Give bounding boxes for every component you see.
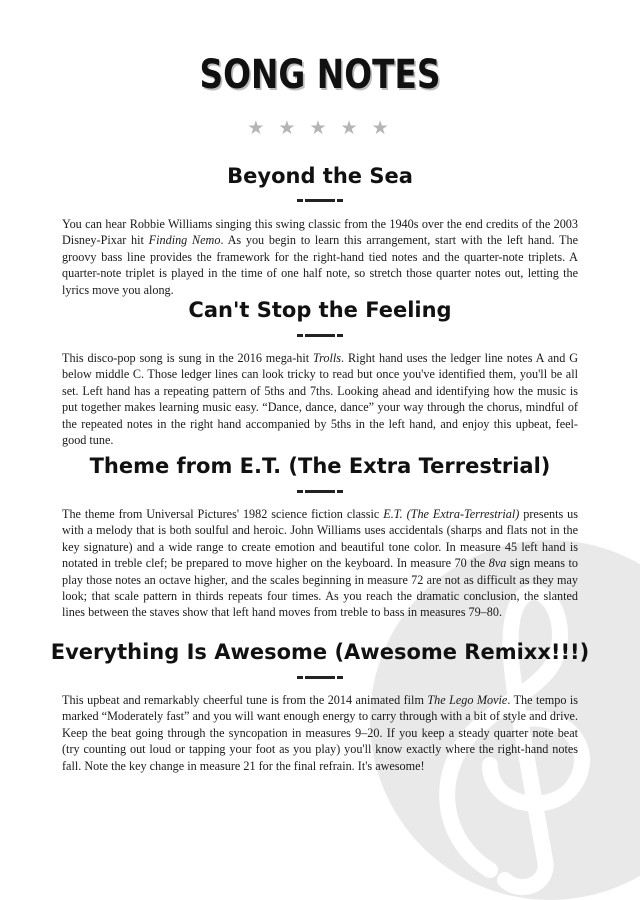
- film-title: Finding Nemo: [148, 233, 221, 248]
- body-text: This disco-pop song is sung in the 2016 mega-hit: [62, 351, 314, 365]
- section-body-everything-is-awesome: [62, 692, 578, 774]
- body-text: . As you begin to learn this arrangement, start with the left hand. The groovy bass line provides the framework for the right-hand tied notes and the quarter-note triplets. A quarter-note triplet is played in the time of one half note, so stretch those quarter notes out, letting the lyrics move you along.: [62, 233, 579, 297]
- section-divider: [291, 489, 349, 493]
- section-title-everything-is-awesome: Everything Is Awesome (Awesome Remixx!!!): [50, 640, 590, 664]
- star-rating-icon: ★ ★ ★ ★ ★: [247, 117, 393, 139]
- section-title-theme-from-et: Theme from E.T. (The Extra Terrestrial): [89, 454, 551, 478]
- section-body-beyond-the-sea: [62, 216, 578, 298]
- body-text: This upbeat and remarkably cheerful tune is from the 2014 animated film: [62, 693, 428, 707]
- body-text: . Right hand uses the ledger line notes A and G below middle C. Those ledger lines can look tricky to read but once you've identified them, you'll be all set. Left hand has a repeating pattern of 5ths and 7ths. Looking ahead and identifying how the music is put together makes learning music easy. “Dance, dance, dance” your way through the chorus, mindful of the repeated notes in the right hand accompanied by 5ths in the left hand, and enjoy this upbeat, feel-good tune.: [62, 351, 578, 448]
- film-title: The Lego Movie: [427, 693, 508, 707]
- film-title: E.T. (The Extra-Terrestrial): [383, 507, 520, 521]
- section-divider: [291, 675, 349, 679]
- page-title: SONG NOTES: [199, 52, 441, 98]
- body-text: The theme from Universal Pictures' 1982 science fiction classic: [62, 507, 384, 521]
- body-text: sign means to play those notes an octave higher, and the scales beginning in measure 72 are not as difficult as they may look; that scale pattern in thirds repeats four times. As you reach the dramatic conclusion, the slanted lines between the staves show that left hand moves from treble to bass in measures 79–80.: [62, 556, 578, 620]
- section-title-cant-stop-the-feeling: Can't Stop the Feeling: [188, 298, 452, 322]
- body-text: You can hear Robbie Williams singing this swing classic from the 1940s over the end credits of the 2003 Disney-Pixar hit: [62, 217, 578, 248]
- film-title: Trolls: [313, 351, 342, 365]
- section-divider: [291, 198, 349, 202]
- body-text: . The tempo is marked “Moderately fast” and you will want enough energy to carry through with a bit of style and drive. Keep the beat going through the syncopation in measures 9–20. If you keep a steady quarter note beat (try counting out loud or tapping your foot as you play) you'll know exactly where the right-hand notes fall. Note the key change in measure 21 for the final refrain. It's awesome!: [62, 693, 578, 773]
- body-text: presents us with a melody that is both soulful and heroic. John Williams uses accidentals (sharps and flats not in the key signature) and a wide range to create emotion and beautiful tone color. In measure 45 left hand is notated in treble clef; be prepared to move higher on the keyboard. In measure 70 the: [62, 507, 578, 571]
- section-body-cant-stop-the-feeling: [62, 350, 578, 448]
- section-body-theme-from-et: [62, 506, 578, 621]
- section-title-beyond-the-sea: Beyond the Sea: [227, 164, 413, 188]
- octave-sign: 8va: [488, 556, 507, 571]
- section-divider: [291, 333, 349, 337]
